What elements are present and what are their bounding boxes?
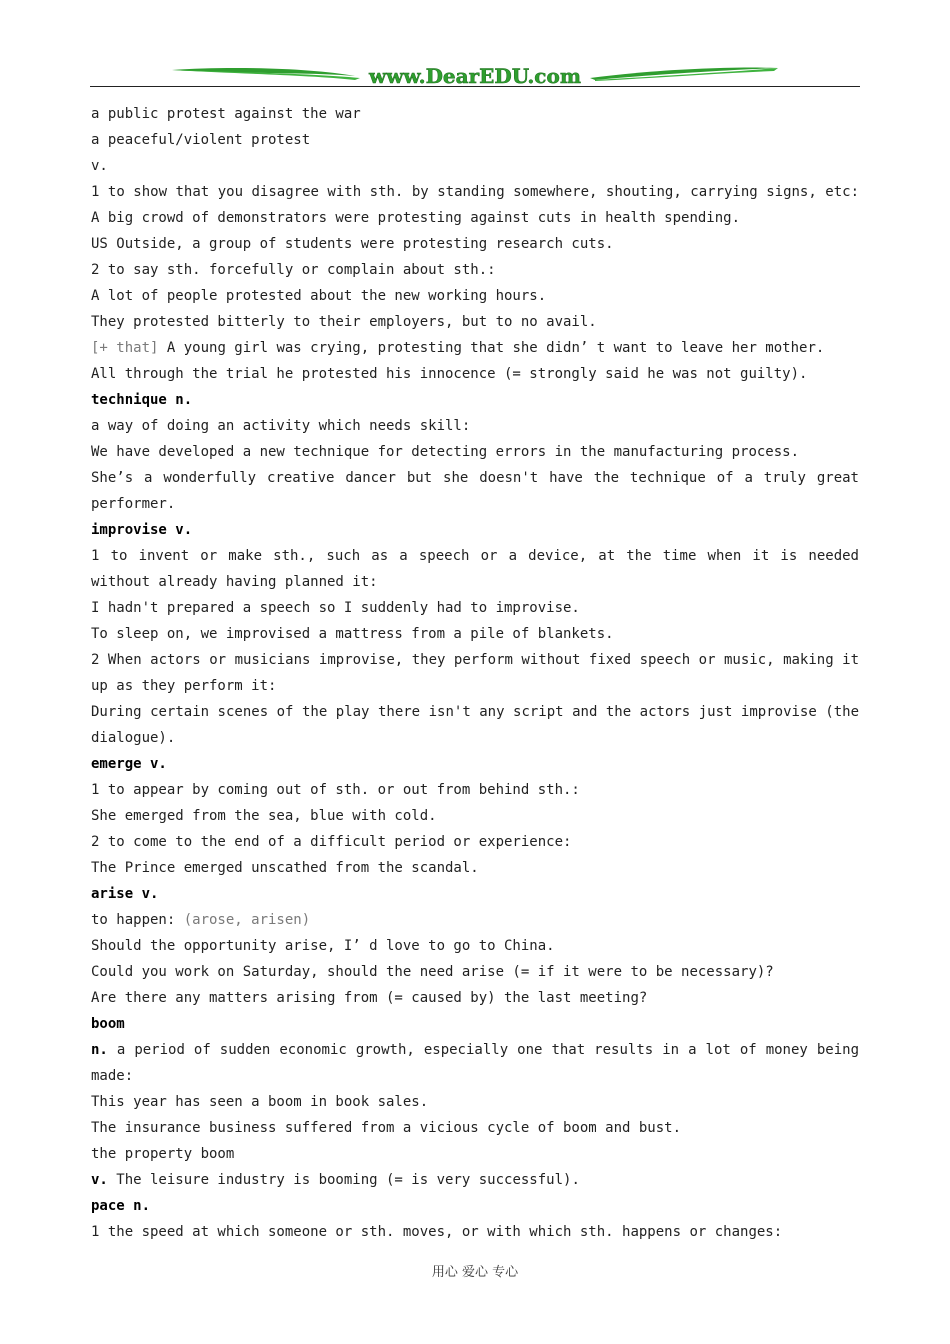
entry-headword — [91, 387, 859, 413]
line-text: The leisure industry is booming (= is very successful). — [107, 1172, 580, 1188]
logo-text: www.DearEDU.com — [368, 64, 582, 88]
text-line — [91, 959, 859, 985]
line-text: without already having planned it: — [91, 574, 378, 590]
text-line — [91, 413, 859, 439]
text-line — [91, 101, 859, 127]
grammar-pattern-label: [+ that] — [91, 340, 159, 356]
line-text: a way of doing an activity which needs skill: — [91, 418, 471, 434]
text-line — [91, 1115, 859, 1141]
line-text: a period of sudden economic growth, especially one that results in a lot of money being — [107, 1042, 859, 1058]
text-line — [91, 1089, 859, 1115]
line-text: dialogue). — [91, 730, 176, 746]
text-line — [91, 933, 859, 959]
text-line — [91, 725, 859, 751]
text-line — [91, 569, 859, 595]
text-line — [91, 777, 859, 803]
line-text: 1 to appear by coming out of sth. or out from behind sth.: — [91, 782, 580, 798]
line-text: technique n. — [91, 392, 193, 408]
header-divider — [90, 86, 860, 87]
text-line — [91, 257, 859, 283]
line-text: 2 to say sth. forcefully or complain about sth.: — [91, 262, 496, 278]
text-line — [91, 543, 859, 569]
text-line — [91, 985, 859, 1011]
entry-headword — [91, 751, 859, 777]
line-text: 2 When actors or musicians improvise, they perform without fixed speech or music, making it — [91, 652, 859, 668]
text-line — [91, 673, 859, 699]
line-text: 1 to show that you disagree with sth. by standing somewhere, shouting, carrying signs, etc: — [91, 184, 859, 200]
text-line — [91, 335, 859, 361]
line-text: pace n. — [91, 1198, 151, 1214]
entry-headword — [91, 1193, 859, 1219]
line-text: Could you work on Saturday, should the need arise (= if it were to be necessary)? — [91, 964, 774, 980]
line-text: We have developed a new technique for detecting errors in the manufacturing process. — [91, 444, 800, 460]
text-line — [91, 283, 859, 309]
text-line — [91, 465, 859, 491]
entry-headword — [91, 881, 859, 907]
text-line — [91, 621, 859, 647]
line-text: the property boom — [91, 1146, 235, 1162]
part-of-speech-label: n. — [91, 1042, 108, 1058]
line-text: boom — [91, 1016, 125, 1032]
line-text: 2 to come to the end of a difficult period or experience: — [91, 834, 572, 850]
text-line — [91, 491, 859, 517]
text-line — [91, 1037, 859, 1063]
line-text: improvise v. — [91, 522, 193, 538]
line-text: a public protest against the war — [91, 106, 361, 122]
line-text: All through the trial he protested his innocence (= strongly said he was not guilty). — [91, 366, 808, 382]
text-line — [91, 829, 859, 855]
text-line — [91, 1167, 859, 1193]
text-line — [91, 231, 859, 257]
text-line — [91, 647, 859, 673]
line-text: arise v. — [91, 886, 159, 902]
line-text: A young girl was crying, protesting that she didn’ t want to leave her mother. — [158, 340, 825, 356]
text-line — [91, 153, 859, 179]
text-line — [91, 127, 859, 153]
line-text: 1 to invent or make sth., such as a speech or a device, at the time when it is needed — [91, 548, 859, 564]
line-text: v. — [91, 158, 108, 174]
line-text: A big crowd of demonstrators were protesting against cuts in health spending. — [91, 210, 741, 226]
line-text: To sleep on, we improvised a mattress from a pile of blankets. — [91, 626, 614, 642]
line-text: Are there any matters arising from (= caused by) the last meeting? — [91, 990, 648, 1006]
part-of-speech-label: v. — [91, 1172, 108, 1188]
text-line — [91, 361, 859, 387]
line-text: The insurance business suffered from a vicious cycle of boom and bust. — [91, 1120, 682, 1136]
text-line — [91, 855, 859, 881]
line-text: a peaceful/violent protest — [91, 132, 311, 148]
line-text: They protested bitterly to their employers, but to no avail. — [91, 314, 597, 330]
line-text: emerge v. — [91, 756, 167, 772]
line-text: 1 the speed at which someone or sth. moves, or with which sth. happens or changes: — [91, 1224, 783, 1240]
line-text: A lot of people protested about the new working hours. — [91, 288, 547, 304]
text-line — [91, 803, 859, 829]
text-line — [91, 699, 859, 725]
verb-forms-label: (arose, arisen) — [183, 912, 311, 928]
text-line — [91, 439, 859, 465]
entry-headword — [91, 517, 859, 543]
page-footer: 用心 爱心 专心 — [431, 1265, 519, 1280]
line-text: During certain scenes of the play there isn't any script and the actors just improvise (the — [91, 704, 859, 720]
line-text: She emerged from the sea, blue with cold. — [91, 808, 437, 824]
text-line — [91, 205, 859, 231]
text-line — [91, 595, 859, 621]
text-line — [91, 1141, 859, 1167]
text-line — [91, 907, 859, 933]
line-text: up as they perform it: — [91, 678, 277, 694]
text-line — [91, 1219, 859, 1245]
line-text: She’s a wonderfully creative dancer but she doesn't have the technique of a truly great — [91, 470, 859, 486]
document-body — [91, 101, 859, 1245]
line-text: The Prince emerged unscathed from the scandal. — [91, 860, 479, 876]
text-line — [91, 309, 859, 335]
entry-headword — [91, 1011, 859, 1037]
line-text: performer. — [91, 496, 176, 512]
line-text: This year has seen a boom in book sales. — [91, 1094, 429, 1110]
line-text: made: — [91, 1068, 134, 1084]
line-text: Should the opportunity arise, I’ d love to go to China. — [91, 938, 555, 954]
line-text: US Outside, a group of students were protesting research cuts. — [91, 236, 614, 252]
text-line — [91, 1063, 859, 1089]
line-text: to happen: — [91, 912, 184, 928]
text-line — [91, 179, 859, 205]
line-text: I hadn't prepared a speech so I suddenly had to improvise. — [91, 600, 580, 616]
